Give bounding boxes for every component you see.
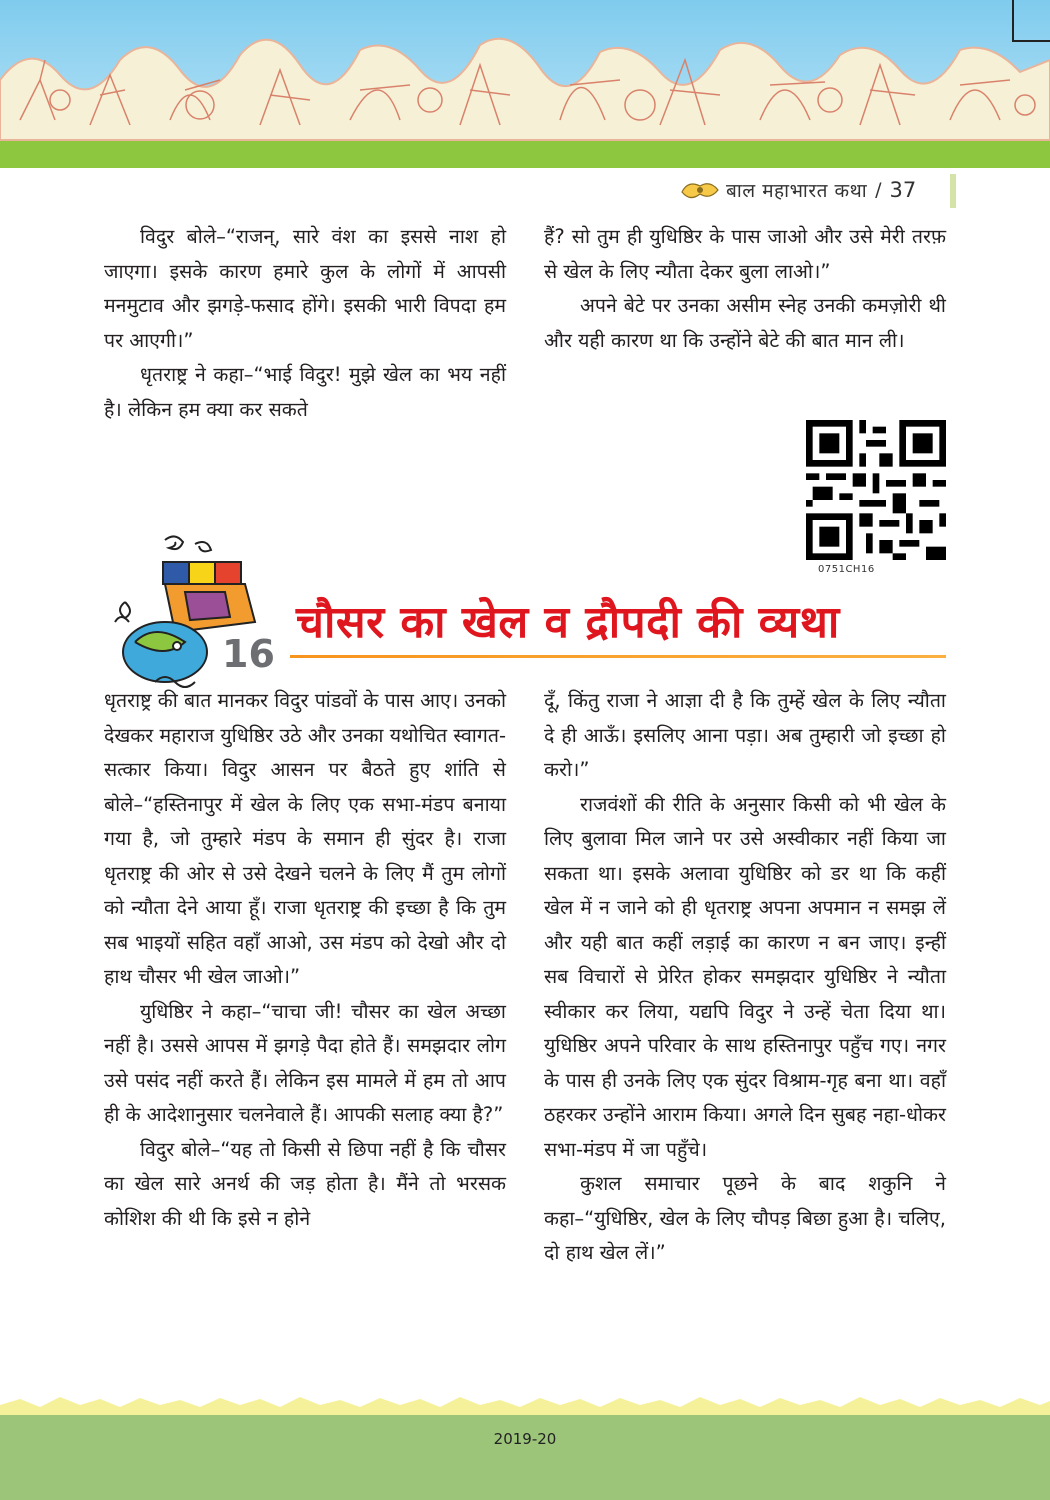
paragraph: अपने बेटे पर उनका असीम स्नेह उनकी कमज़ोरी थी और यही कारण था कि उन्होंने बेटे की बात मान ली। xyxy=(544,294,946,352)
qr-code-label: 0751CH16 xyxy=(818,564,875,575)
top-left-column xyxy=(104,220,506,427)
paragraph: कुशल समाचार पूछने के बाद शकुनि ने कहा–“युधिष्ठिर, खेल के लिए चौपड़ बिछा हुआ है। चलिए, दो हाथ खेल लें।” xyxy=(544,1172,946,1264)
qr-code[interactable] xyxy=(806,420,946,560)
page-number: 37 xyxy=(889,178,917,202)
chapter-title-rule xyxy=(290,655,946,658)
book-title: बाल महाभारत कथा xyxy=(726,180,868,202)
bottom-right-column xyxy=(544,684,946,1271)
paragraph: हैं? सो तुम ही युधिष्ठिर के पास जाओ और उसे मेरी तरफ़ से खेल के लिए न्यौता देकर बुला लाओ।” xyxy=(544,225,946,283)
crop-mark xyxy=(1012,0,1014,40)
paragraph: विदुर बोले–“यह तो किसी से छिपा नहीं है कि चौसर का खेल सारे अनर्थ की जड़ होता है। मैंने तो भरसक कोशिश की थी कि इसे न होने xyxy=(104,1137,506,1230)
header-rule xyxy=(950,174,956,208)
paragraph: धृतराष्ट्र ने कहा–“भाई विदुर! मुझे खेल का भय नहीं है। लेकिन हम क्या कर सकते xyxy=(104,363,506,421)
bottom-left-column xyxy=(104,684,506,1236)
running-header xyxy=(680,176,970,204)
book-logo-icon xyxy=(680,178,720,202)
crop-mark xyxy=(1012,40,1050,42)
battle-scene-illustration xyxy=(0,0,1050,168)
footer-year: 2019-20 xyxy=(493,1430,557,1448)
header-separator: / xyxy=(875,179,882,201)
paragraph: धृतराष्ट्र की बात मानकर विदुर पांडवों के पास आए। उनको देखकर महाराज युधिष्ठिर उठे और उनका यथोचित स्वागत-सत्कार किया। विदुर आसन पर बैठते हुए शांति से बोले–“हस्तिनापुर में खेल के लिए एक सभा-मंडप बनाया गया है, जो तुम्हारे मंडप के समान ही सुंदर है। राजा धृतराष्ट्र की ओर से उसे देखने चलने के लिए मैं तुम लोगों को न्यौता देने आया हूँ। राजा धृतराष्ट्र की इच्छा है कि तुम सब भाइयों सहित वहाँ आओ, उस मंडप को देखो और दो हाथ चौसर भी खेल जाओ।” xyxy=(104,689,506,988)
paragraph: युधिष्ठिर ने कहा–“चाचा जी! चौसर का खेल अच्छा नहीं है। उससे आपस में झगड़े पैदा होते हैं। समझदार लोग उसे पसंद नहीं करते हैं। लेकिन इस मामले में हम तो आप ही के आदेशानुसार चलनेवाले हैं। आपकी सलाह क्या है?” xyxy=(104,999,506,1126)
top-right-column xyxy=(544,220,946,358)
paragraph: विदुर बोले–“राजन्, सारे वंश का इससे नाश हो जाएगा। इसके कारण हमारे कुल के लोगों में आपसी मनमुटाव और झगड़े-फसाद होंगे। इसकी भारी विपदा हम पर आएगी।” xyxy=(104,225,506,352)
chapter-number: 16 xyxy=(222,632,275,676)
chapter-title: चौसर का खेल व द्रौपदी की व्यथा xyxy=(296,597,840,648)
paragraph: दूँ, किंतु राजा ने आज्ञा दी है कि तुम्हें खेल के लिए न्यौता दे ही आऊँ। इसलिए आना पड़ा। अब तुम्हारी जो इच्छा हो करो।” xyxy=(544,689,946,781)
header-banner xyxy=(0,0,1050,168)
paragraph: राजवंशों की रीति के अनुसार किसी को भी खेल के लिए बुलावा मिल जाने पर उसे अस्वीकार नहीं किया जा सकता था। इसके अलावा युधिष्ठिर को डर था कि कहीं खेल में न जाने को ही धृतराष्ट्र अपना अपमान न समझ लें और यही बात कहीं लड़ाई का कारण न बन जाए। इन्हीं सब विचारों से प्रेरित होकर समझदार युधिष्ठिर ने न्यौता स्वीकार कर लिया, यद्यपि विदुर ने उन्हें चेता दिया था। युधिष्ठिर अपने परिवार के साथ हस्तिनापुर पहुँच गए। नगर के पास ही उनके लिए एक सुंदर विश्राम-गृह बना था। वहाँ ठहरकर उन्होंने आराम किया। अगले दिन सुबह नहा-धोकर सभा-मंडप में जा पहुँचे। xyxy=(544,792,946,1161)
